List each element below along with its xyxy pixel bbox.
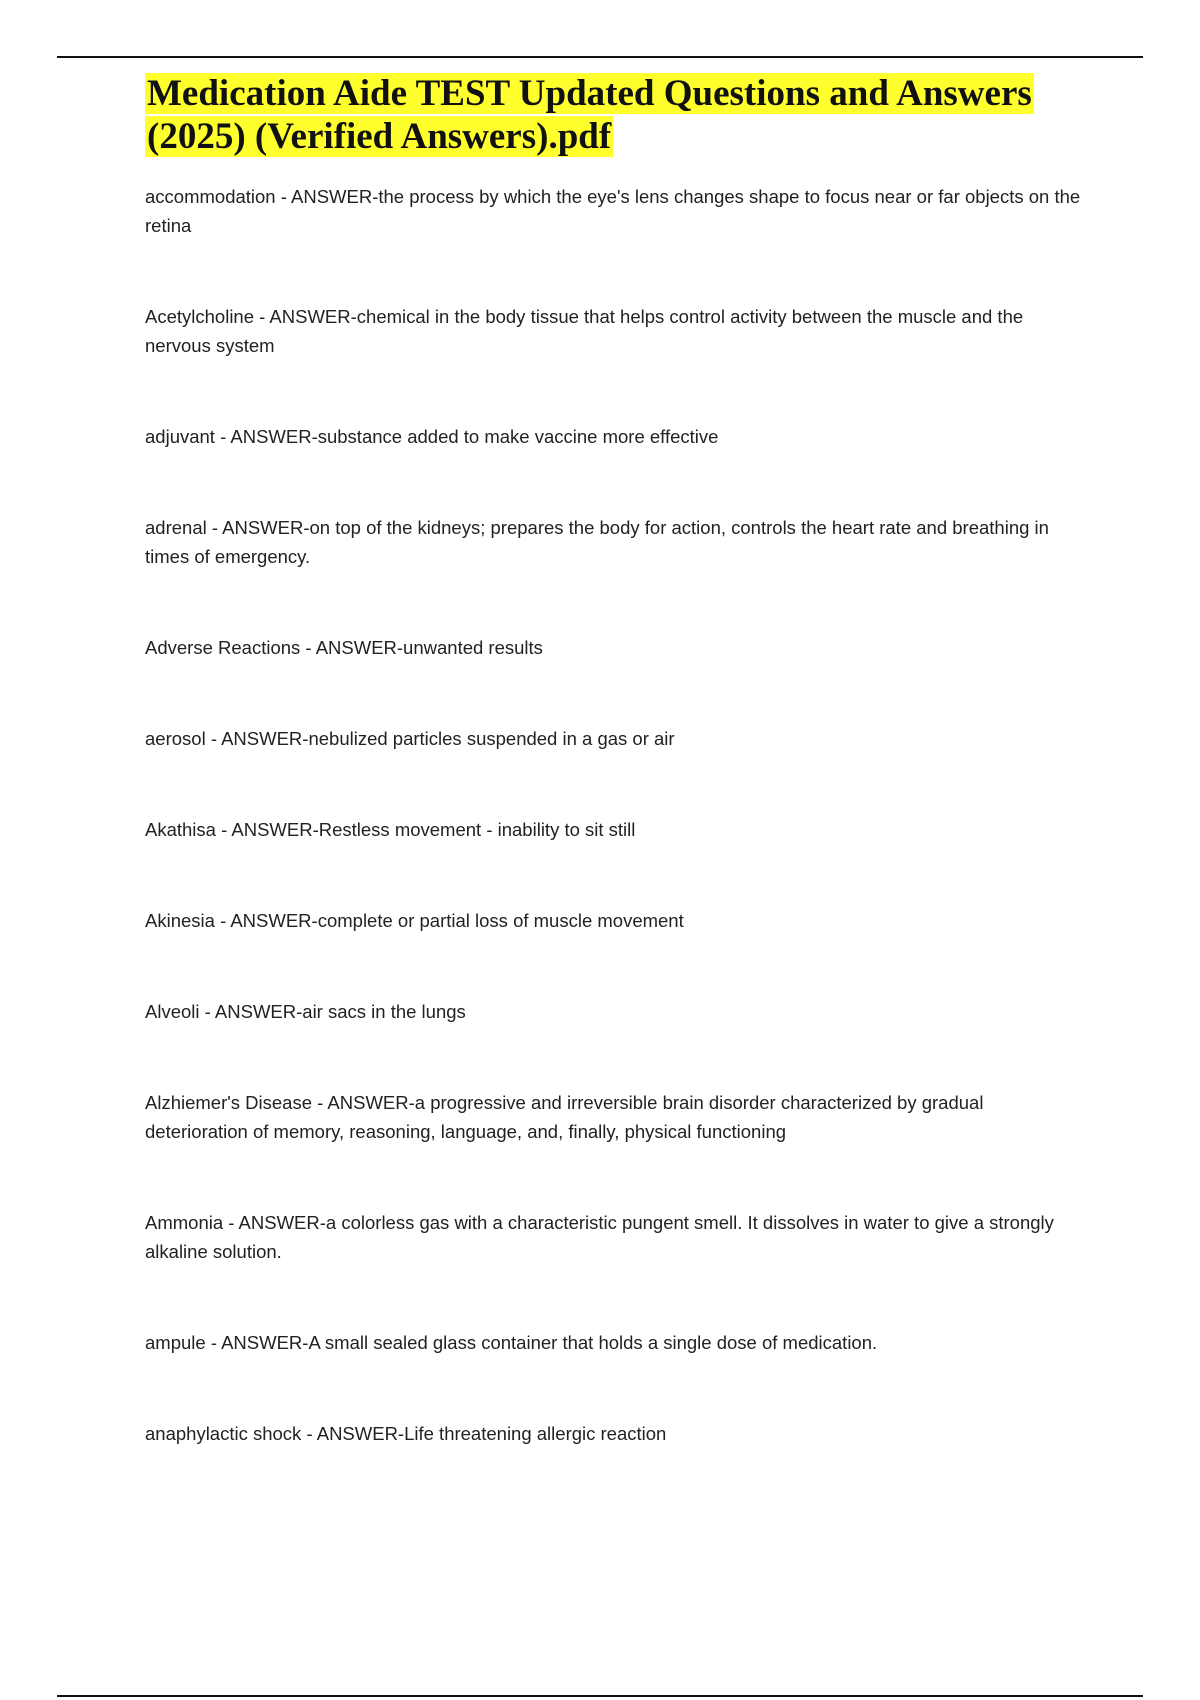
qa-entry: ampule - ANSWER-A small sealed glass container that holds a single dose of medication. — [145, 1332, 878, 1353]
document-title — [145, 72, 1085, 158]
qa-entry: Akinesia - ANSWER-complete or partial loss of muscle movement — [145, 910, 684, 931]
qa-entry: Acetylcholine - ANSWER-chemical in the body tissue that helps control activity between the muscle and the nervous system — [145, 306, 1024, 356]
bottom-rule — [57, 1695, 1143, 1697]
qa-entry: anaphylactic shock - ANSWER-Life threatening allergic reaction — [145, 1423, 667, 1444]
qa-entry: adjuvant - ANSWER-substance added to make vaccine more effective — [145, 426, 719, 447]
top-rule — [57, 56, 1143, 58]
qa-entry: accommodation - ANSWER-the process by which the eye's lens changes shape to focus near or far objects on the retina — [145, 186, 1081, 236]
qa-entry: adrenal - ANSWER-on top of the kidneys; prepares the body for action, controls the heart rate and breathing in times of emergency. — [145, 517, 1049, 567]
qa-entry: Adverse Reactions - ANSWER-unwanted results — [145, 637, 543, 658]
qa-entry: Ammonia - ANSWER-a colorless gas with a characteristic pungent smell. It dissolves in water to give a strongly alkaline solution. — [145, 1212, 1054, 1262]
qa-entry: Akathisa - ANSWER-Restless movement - inability to sit still — [145, 819, 636, 840]
title-line-2: (2025) (Verified Answers).pdf — [147, 116, 612, 157]
qa-list — [145, 182, 1085, 1448]
title-line-1: Medication Aide TEST Updated Questions and Answers — [147, 73, 1032, 114]
qa-entry: Alzhiemer's Disease - ANSWER-a progressive and irreversible brain disorder characterized by gradual deterioration of memory, reasoning, language, and, finally, physical functioning — [145, 1092, 984, 1142]
qa-entry: aerosol - ANSWER-nebulized particles suspended in a gas or air — [145, 728, 675, 749]
document-page — [145, 72, 1085, 1510]
qa-entry: Alveoli - ANSWER-air sacs in the lungs — [145, 1001, 466, 1022]
